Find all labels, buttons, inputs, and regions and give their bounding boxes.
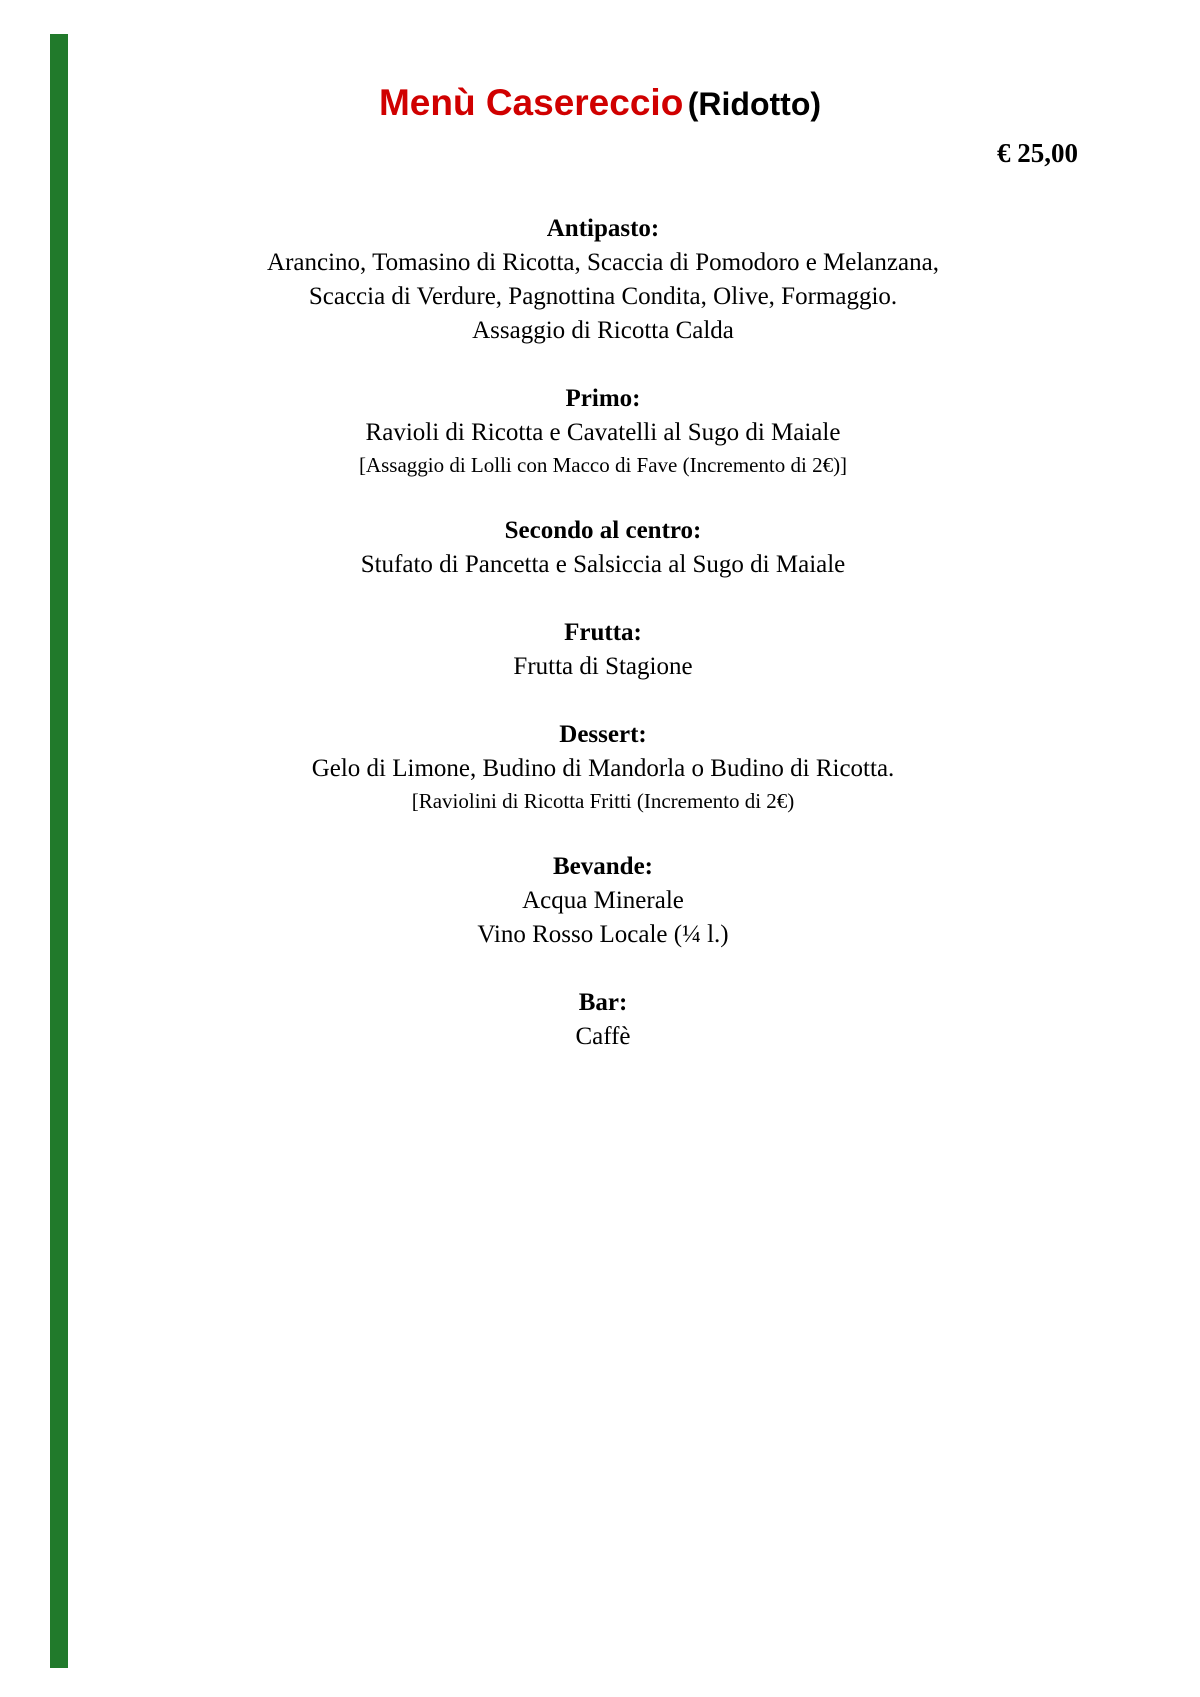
course-line: Acqua Minerale [522, 887, 684, 914]
course-title: Secondo al centro: [504, 517, 702, 544]
menu-courses [110, 212, 1096, 1088]
page-title [0, 82, 1200, 124]
course-title: Bevande: [553, 853, 653, 880]
title-sub: (Ridotto) [687, 86, 822, 122]
course-dessert [110, 718, 1096, 816]
left-accent-bar [50, 34, 68, 1668]
course-line: Ravioli di Ricotta e Cavatelli al Sugo di Maiale [365, 419, 841, 446]
menu-price: € 25,00 [997, 138, 1078, 168]
course-line: Scaccia di Verdure, Pagnottina Condita, Olive, Formaggio. [308, 283, 898, 310]
title-main: Menù Casereccio [378, 82, 684, 123]
course-line: Frutta di Stagione [513, 653, 693, 680]
course-secondo [110, 514, 1096, 582]
course-title: Primo: [565, 385, 641, 412]
course-line: Assaggio di Ricotta Calda [472, 317, 734, 344]
course-line: Stufato di Pancetta e Salsiccia al Sugo di Maiale [360, 551, 846, 578]
course-title: Bar: [578, 989, 628, 1016]
course-note: [Raviolini di Ricotta Fritti (Incremento di 2€) [411, 789, 795, 813]
course-antipasto [110, 212, 1096, 348]
course-line: Caffè [575, 1023, 631, 1050]
course-bar [110, 986, 1096, 1054]
course-frutta [110, 616, 1096, 684]
course-note: [Assaggio di Lolli con Macco di Fave (Incremento di 2€)] [358, 453, 848, 477]
course-line: Gelo di Limone, Budino di Mandorla o Budino di Ricotta. [311, 755, 895, 782]
course-title: Dessert: [559, 721, 647, 748]
course-line: Vino Rosso Locale (¼ l.) [477, 921, 729, 948]
course-bevande [110, 850, 1096, 952]
course-primo [110, 382, 1096, 480]
course-title: Frutta: [564, 619, 642, 646]
course-line: Arancino, Tomasino di Ricotta, Scaccia di Pomodoro e Melanzana, [267, 249, 939, 276]
course-title: Antipasto: [546, 215, 660, 242]
